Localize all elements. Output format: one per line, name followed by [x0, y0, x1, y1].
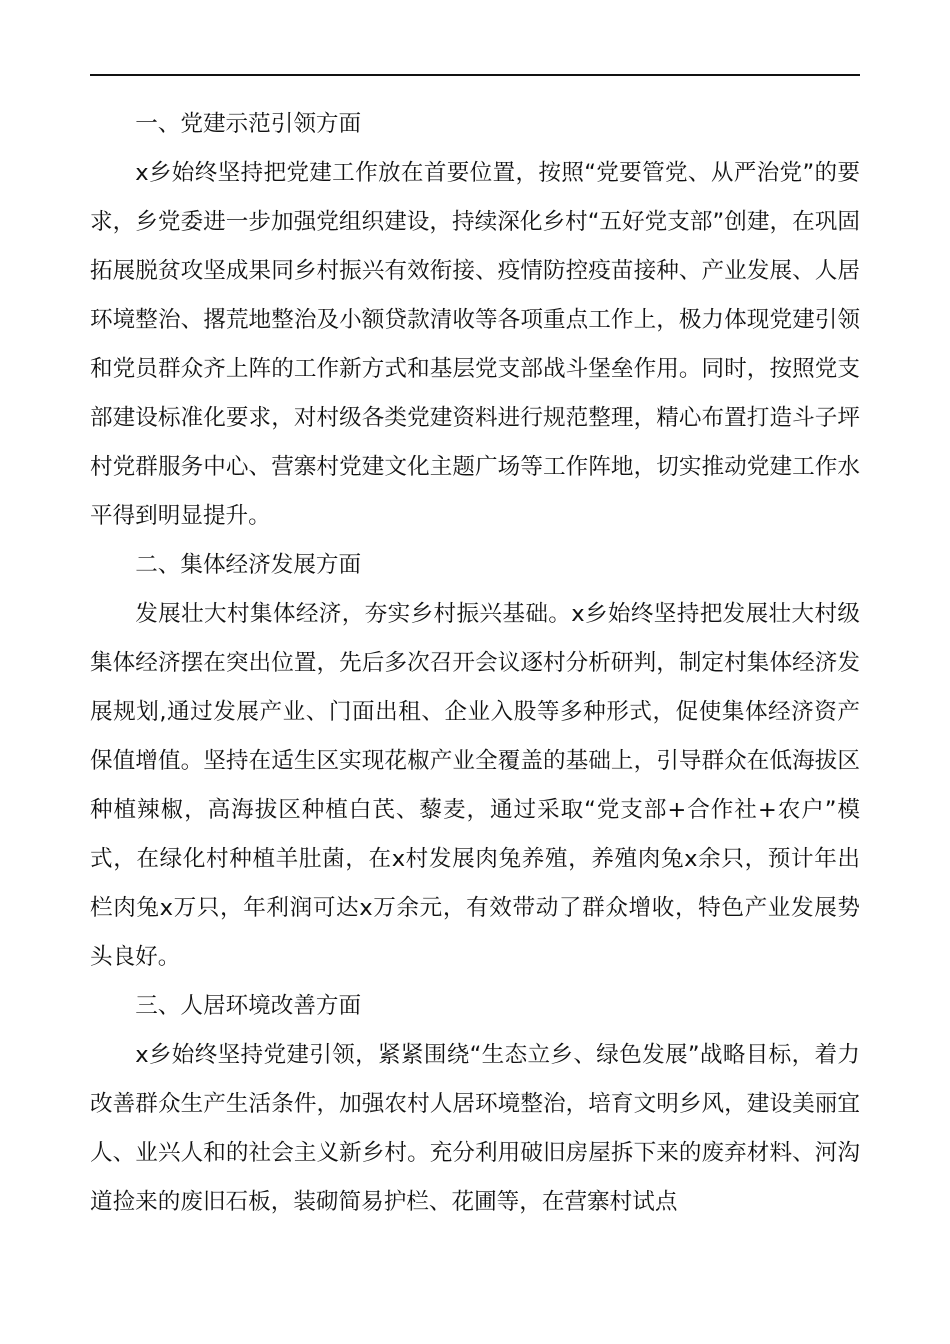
- section-2-paragraph: 发展壮大村集体经济，夯实乡村振兴基础。x乡始终坚持把发展壮大村级集体经济摆在突出位置，先后多次召开会议逐村分析研判，制定村集体经济发展规划,通过发展产业、门面出租、企业入股等多种形式，促使集体经济资产保值增值。坚持在适生区实现花椒产业全覆盖的基础上，引导群众在低海拔区种植辣椒，高海拔区种植白芪、藜麦，通过采取“党支部+合作社+农户”模式，在绿化村种植羊肚菌，在x村发展肉兔养殖，养殖肉兔x余只，预计年出栏肉兔x万只，年利润可达x万余元，有效带动了群众增收，特色产业发展势头良好。: [90, 601, 860, 970]
- section-heading-1: 一、党建示范引领方面: [135, 111, 362, 137]
- section-3-paragraph: x乡始终坚持党建引领，紧紧围绕“生态立乡、绿色发展”战略目标，着力改善群众生产生活条件，加强农村人居环境整治，培育文明乡风，建设美丽宜人、业兴人和的社会主义新乡村。充分利用破旧房屋拆下来的废弃材料、河沟道捡来的废旧石板，装砌简易护栏、花圃等，在营寨村试点: [90, 1042, 860, 1215]
- header-rule: [90, 74, 860, 76]
- section-1-paragraph: x乡始终坚持把党建工作放在首要位置，按照“党要管党、从严治党”的要求，乡党委进一步加强党组织建设，持续深化乡村“五好党支部”创建，在巩固拓展脱贫攻坚成果同乡村振兴有效衔接、疫情防控疫苗接种、产业发展、人居环境整治、撂荒地整治及小额贷款清收等各项重点工作上，极力体现党建引领和党员群众齐上阵的工作新方式和基层党支部战斗堡垒作用。同时，按照党支部建设标准化要求，对村级各类党建资料进行规范整理，精心布置打造斗子坪村党群服务中心、营寨村党建文化主题广场等工作阵地，切实推动党建工作水平得到明显提升。: [90, 160, 860, 529]
- document-body: [90, 100, 860, 1227]
- section-heading-3: 三、人居环境改善方面: [135, 993, 362, 1019]
- section-heading-2: 二、集体经济发展方面: [135, 552, 362, 578]
